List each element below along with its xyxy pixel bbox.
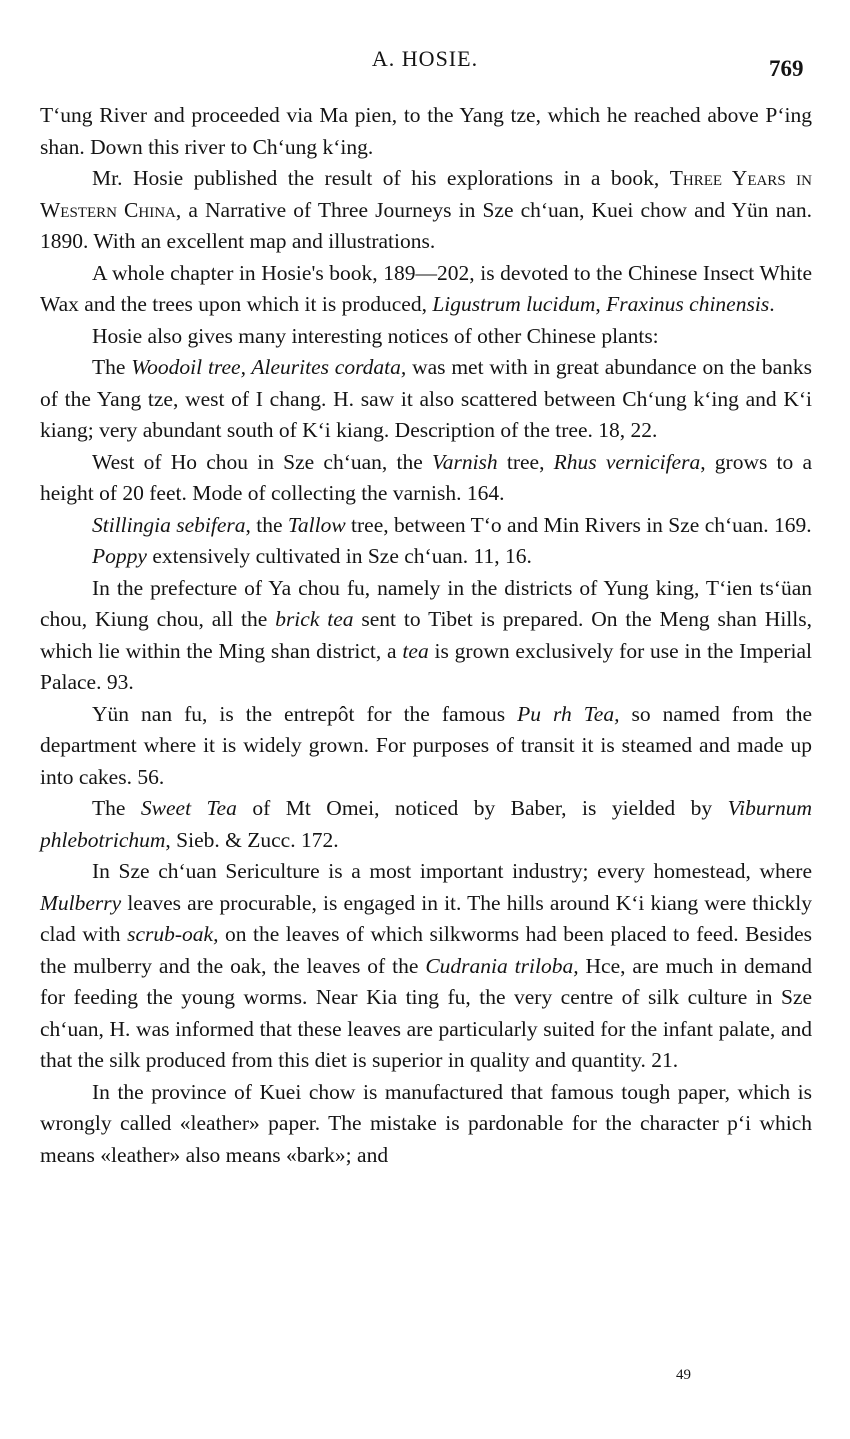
text-run: is grown exclusively for use in the Imperial Palace. 93. — [40, 638, 812, 694]
text-run: , — [595, 292, 607, 316]
paragraph-p7 — [40, 510, 812, 542]
italic-term: Fraxinus chinensis — [606, 292, 770, 316]
italic-term: Stillingia sebifera — [92, 512, 246, 537]
italic-term: Tallow — [287, 512, 346, 537]
italic-term: brick tea — [275, 607, 354, 631]
signature-mark: 49 — [676, 1367, 691, 1383]
paragraph-p5 — [40, 352, 812, 447]
text-run: The — [92, 355, 132, 379]
body-text — [40, 100, 812, 1171]
text-run: tree, between Tʻo and Min Rivers in Sze chʻuan. 169. — [345, 512, 812, 537]
text-run: Yün nan fu, is the entrepôt for the famous — [92, 701, 518, 726]
italic-term: Pu rh Tea, — [517, 701, 620, 726]
text-run: tree, — [497, 449, 554, 474]
paragraph-p9 — [40, 573, 812, 699]
text-run: Hce, are much in demand for feeding the young worms. Near Kia ting fu, the very centre of silk culture in Sze chʻuan, H. was informed that these leaves are particularly suited for the infant palate, and that the silk produced from this diet is superior in quality and quantity. 21. — [40, 953, 813, 1072]
paragraph-p11 — [40, 793, 812, 856]
paragraph-p2 — [40, 163, 812, 258]
text-run: Tʻung River and proceeded via Ma pien, to the Yang tze, which he reached above Pʻing shan. Down this river to Chʻung kʻing. — [40, 103, 812, 159]
book-title: Three Years in Western China — [40, 166, 812, 222]
text-run: , grows to a height of 20 feet. Mode of collecting the varnish. 164. — [40, 449, 813, 505]
text-run: on the leaves of which silkworms had been placed to feed. Besides the mulberry and the oak, the leaves of the — [40, 922, 812, 978]
text-run: In Sze chʻuan Sericulture is a most important industry; every homestead, where — [92, 859, 812, 883]
italic-term: Poppy — [92, 544, 147, 568]
italic-term: tea — [402, 638, 429, 663]
text-run: In the prefecture of Ya chou fu, namely in the districts of Yung king, Tʻien tsʻüan chou, Kiung chou, all the — [40, 575, 812, 631]
text-run: , Sieb. & Zucc. 172. — [165, 827, 339, 852]
paragraph-p6 — [40, 447, 812, 510]
italic-term: Mulberry — [40, 890, 122, 915]
running-head: A. HOSIE. — [371, 46, 479, 71]
text-run: In the province of Kuei chow is manufactured that famous tough paper, which is wrongly called «leather» paper. The mistake is pardonable for the character pʻi which means «leather» also means «bark»; and — [40, 1079, 812, 1167]
text-run: extensively cultivated in Sze chʻuan. 11, 16. — [146, 544, 532, 568]
paragraph-p3 — [40, 258, 812, 321]
paragraph-p13 — [40, 1077, 812, 1172]
paragraph-p4 — [40, 321, 812, 353]
text-run: Mr. Hosie published the result of his explorations in a book, — [92, 166, 670, 190]
page-number: 769 — [769, 56, 804, 81]
text-run: was met with in great abundance on the banks of the Yang tze, west of I chang. H. saw it also scattered between Chʻung kʻing and Kʻi kiang; very abundant south of Kʻi kiang. Description of the tree. 18, 22. — [40, 355, 812, 442]
italic-term: Woodoil tree, Aleurites cordata, — [131, 355, 407, 379]
paragraph-p10 — [40, 699, 812, 794]
text-run: The — [92, 796, 141, 820]
text-run: sent to Tibet is prepared. On the Meng shan Hills, which lie within the Ming shan district, a — [40, 607, 812, 663]
italic-term: Rhus vernicifera — [553, 449, 701, 474]
italic-term: Varnish — [431, 449, 498, 474]
italic-term: Cudrania triloba, — [425, 953, 579, 978]
text-run: West of Ho chou in Sze chʻuan, the — [92, 449, 432, 474]
italic-term: Sweet Tea — [140, 796, 237, 820]
text-run: leaves are procurable, is engaged in it. The hills around Kʻi kiang were thickly clad with — [40, 890, 812, 946]
paragraph-p1 — [40, 100, 812, 163]
text-run: A whole chapter in Hosie's book, 189—202, is devoted to the Chinese Insect White Wax and the trees upon which it is produced, — [40, 260, 812, 316]
italic-term: Ligustrum lucidum — [432, 292, 596, 316]
text-run: Hosie also gives many interesting notices of other Chinese plants: — [92, 323, 659, 348]
paragraph-p8 — [40, 541, 812, 573]
text-run: . — [769, 292, 775, 316]
text-run: so named from the department where it is widely grown. For purposes of transit it is steamed and made up into cakes. 56. — [40, 701, 812, 789]
paragraph-p12 — [40, 856, 812, 1077]
italic-term: Viburnum phlebotrichum — [40, 796, 812, 852]
text-run: of Mt Omei, noticed by Baber, is yielded by — [236, 796, 728, 820]
italic-term: scrub-oak, — [127, 922, 219, 946]
text-run: , the — [245, 512, 288, 537]
text-run: , a Narrative of Three Journeys in Sze chʻuan, Kuei chow and Yün nan. 1890. With an excellent map and illustrations. — [40, 197, 812, 253]
